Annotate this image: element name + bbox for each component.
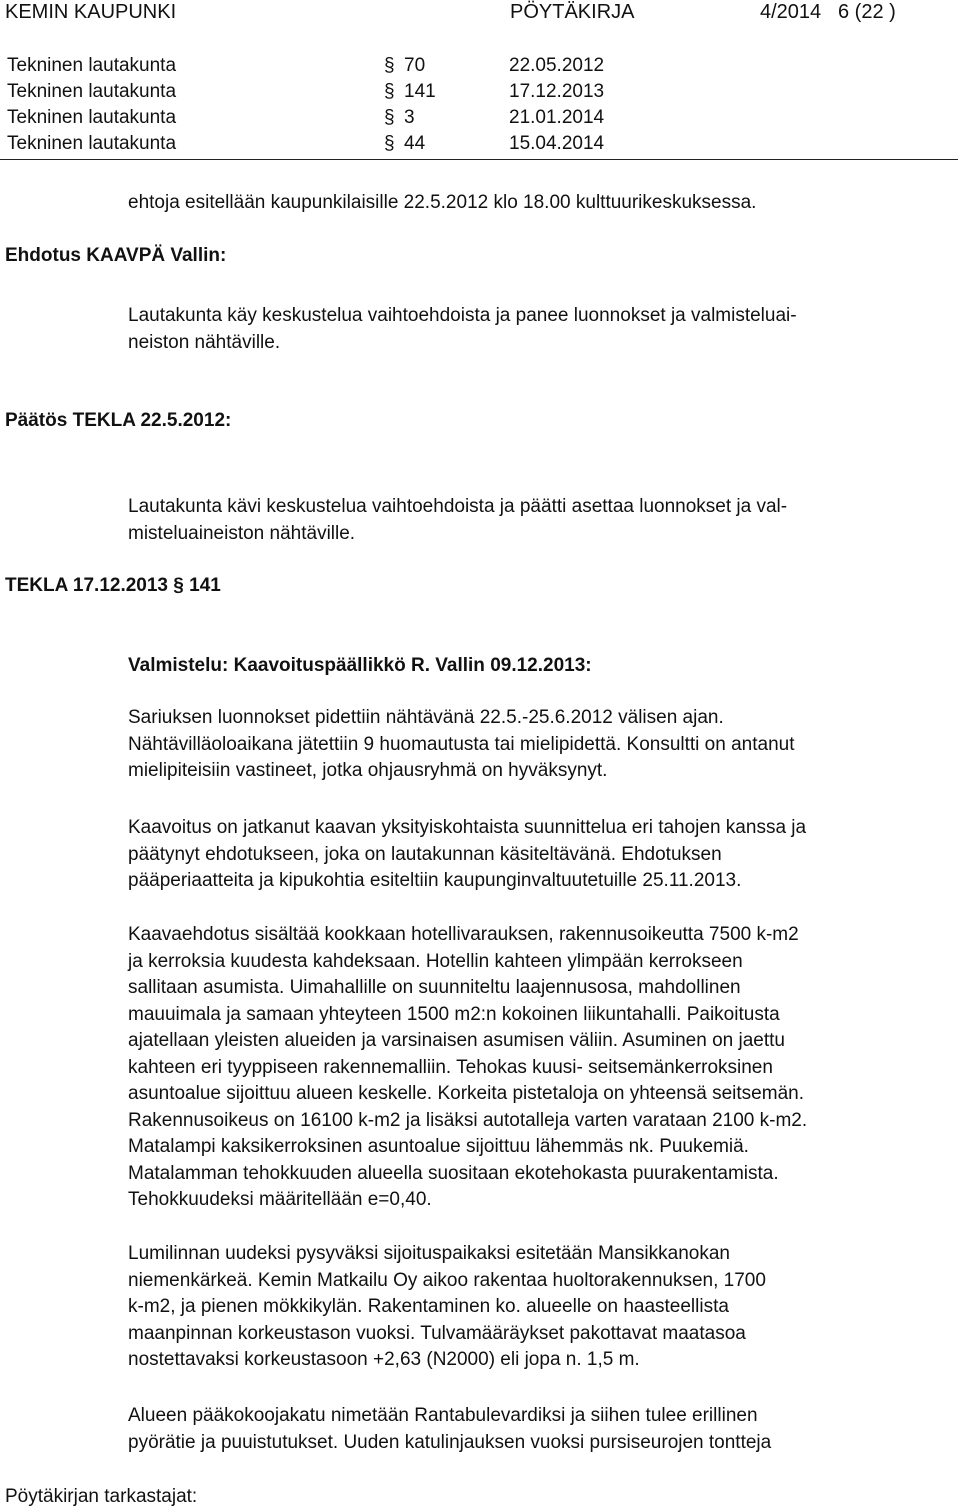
text-line: Nähtävilläoloaikana jätettiin 9 huomautusta tai mielipidettä. Konsultti on antanut [128, 733, 795, 755]
text-line: Kaavoitus on jatkanut kaavan yksityiskohtaista suunnittelua eri tahojen kanssa ja [128, 817, 807, 838]
paragraph [128, 815, 958, 895]
reference-body: Tekninen lautakunta [7, 107, 177, 128]
text-line: maanpinnan korkeustason vuoksi. Tulvamääräykset pakottavat maatasoa [128, 1322, 746, 1344]
reference-date: 17.12.2013 [509, 81, 605, 102]
text-line: Matalamman tehokkuuden alueella suositaan ekotehokasta puurakentamista. [128, 1162, 779, 1184]
text-line: Tehokkuudeksi määritellään e=0,40. [128, 1189, 432, 1210]
text-line: mielipiteisiin vastineet, jotka ohjausryhmä on hyväksynyt. [128, 760, 608, 781]
text-line: Lautakunta käy keskustelua vaihtoehdoista ja panee luonnokset ja valmisteluai- [128, 305, 797, 326]
text-line: asuntoalue sijoittuu alueen keskelle. Korkeita pistetaloja on yhteensä seitsemän. [128, 1083, 804, 1104]
paragraph [128, 1403, 958, 1456]
paragraph [128, 1241, 958, 1374]
reference-body: Tekninen lautakunta [7, 81, 177, 102]
tekla-heading [5, 575, 221, 597]
text-line: ja kerroksia kuudesta kahdeksaan. Hotellin kahteen ylimpään kerrokseen [128, 950, 743, 972]
text-line: kahteen eri tyyppiseen rakennemalliin. Tehokas kuusi- seitsemänkerroksinen [128, 1056, 773, 1078]
preparation-heading: Valmistelu: Kaavoituspäällikkö R. Vallin 09.12.2013: [128, 655, 592, 676]
decision-text [128, 494, 958, 547]
section-sign-icon: § [384, 107, 395, 128]
text-line: sallitaan asumista. Uimahallille on suunniteltu laajennusosa, mahdollinen [128, 977, 741, 998]
text-line: k-m2, ja pienen mökkikylän. Rakentaminen ko. alueelle on haasteellista [128, 1296, 729, 1317]
document-number: 4/2014 [760, 1, 822, 23]
text-line: Kaavaehdotus sisältää kookkaan hotellivarauksen, rakennusoikeutta 7500 k-m2 [128, 924, 799, 945]
text-line: Matalampi kaksikerroksinen asuntoalue sijoittuu lähemmäs nk. Puukemiä. [128, 1136, 749, 1157]
footer-reviewers: Pöytäkirjan tarkastajat: [5, 1486, 198, 1507]
section-sign-icon: § [384, 55, 395, 76]
text-line: päätynyt ehdotukseen, joka on lautakunnan käsiteltävänä. Ehdotuksen [128, 843, 722, 865]
text-line: mauuimala ja samaan yhteyteen 1500 m2:n kokoinen liikuntahalli. Paikoitusta [128, 1003, 780, 1025]
text-line: Lumilinnan uudeksi pysyväksi sijoituspaikaksi esitetään Mansikkanokan [128, 1243, 730, 1264]
reference-number: 3 [404, 107, 415, 128]
tekla-heading-prefix: TEKLA 17.12.2013 [5, 575, 168, 596]
text-line: Alueen pääkokoojakatu nimetään Rantabulevardiksi ja siihen tulee erillinen [128, 1405, 758, 1426]
text-line: Sariuksen luonnokset pidettiin nähtävänä 22.5.-25.6.2012 välisen ajan. [128, 707, 724, 728]
section-sign-icon: § [384, 81, 395, 102]
intro-text: ehtoja esitellään kaupunkilaisille 22.5.2012 klo 18.00 kulttuurikeskuksessa. [128, 192, 757, 213]
text-line: Lautakunta kävi keskustelua vaihtoehdoista ja päätti asettaa luonnokset ja val- [128, 496, 788, 517]
header-divider [0, 159, 958, 160]
text-line: nostettavaksi korkeustasoon +2,63 (N2000) eli jopa n. 1,5 m. [128, 1349, 640, 1370]
organization-name: KEMIN KAUPUNKI [5, 1, 177, 23]
reference-body: Tekninen lautakunta [7, 133, 177, 154]
reference-date: 15.04.2014 [509, 133, 605, 154]
text-line: misteluaineiston nähtäville. [128, 522, 356, 544]
text-line: Rakennusoikeus on 16100 k-m2 ja lisäksi autotalleja varten varataan 2100 k-m2. [128, 1109, 808, 1131]
document-type: PÖYTÄKIRJA [510, 1, 635, 23]
reference-date: 22.05.2012 [509, 55, 605, 76]
reference-date: 21.01.2014 [509, 107, 605, 128]
text-line: ajatellaan yleisten alueiden ja varsinaisen asumisen väliin. Asuminen on jaettu [128, 1030, 785, 1051]
proposal-text [128, 303, 958, 356]
reference-number: 70 [404, 55, 426, 76]
decision-heading: Päätös TEKLA 22.5.2012: [5, 410, 232, 431]
text-line: niemenkärkeä. Kemin Matkailu Oy aikoo rakentaa huoltorakennuksen, 1700 [128, 1269, 766, 1291]
paragraph [128, 705, 958, 785]
reference-number: 44 [404, 133, 426, 154]
section-sign-icon: § [384, 133, 395, 154]
text-line: pääperiaatteita ja kipukohtia esiteltiin kaupunginvaltuutetuille 25.11.2013. [128, 870, 742, 891]
reference-body: Tekninen lautakunta [7, 55, 177, 76]
text-line: neiston nähtäville. [128, 331, 281, 353]
reference-number: 141 [404, 81, 436, 102]
text-line: pyörätie ja puuistutukset. Uuden katulinjauksen vuoksi pursiseurojen tontteja [128, 1431, 772, 1453]
tekla-heading-number: 141 [189, 575, 221, 596]
paragraph [128, 922, 958, 1214]
page-number: 6 (22 ) [838, 1, 896, 23]
section-sign-icon: § [173, 575, 184, 596]
proposal-title: Ehdotus KAAVPÄ Vallin: [5, 245, 227, 266]
